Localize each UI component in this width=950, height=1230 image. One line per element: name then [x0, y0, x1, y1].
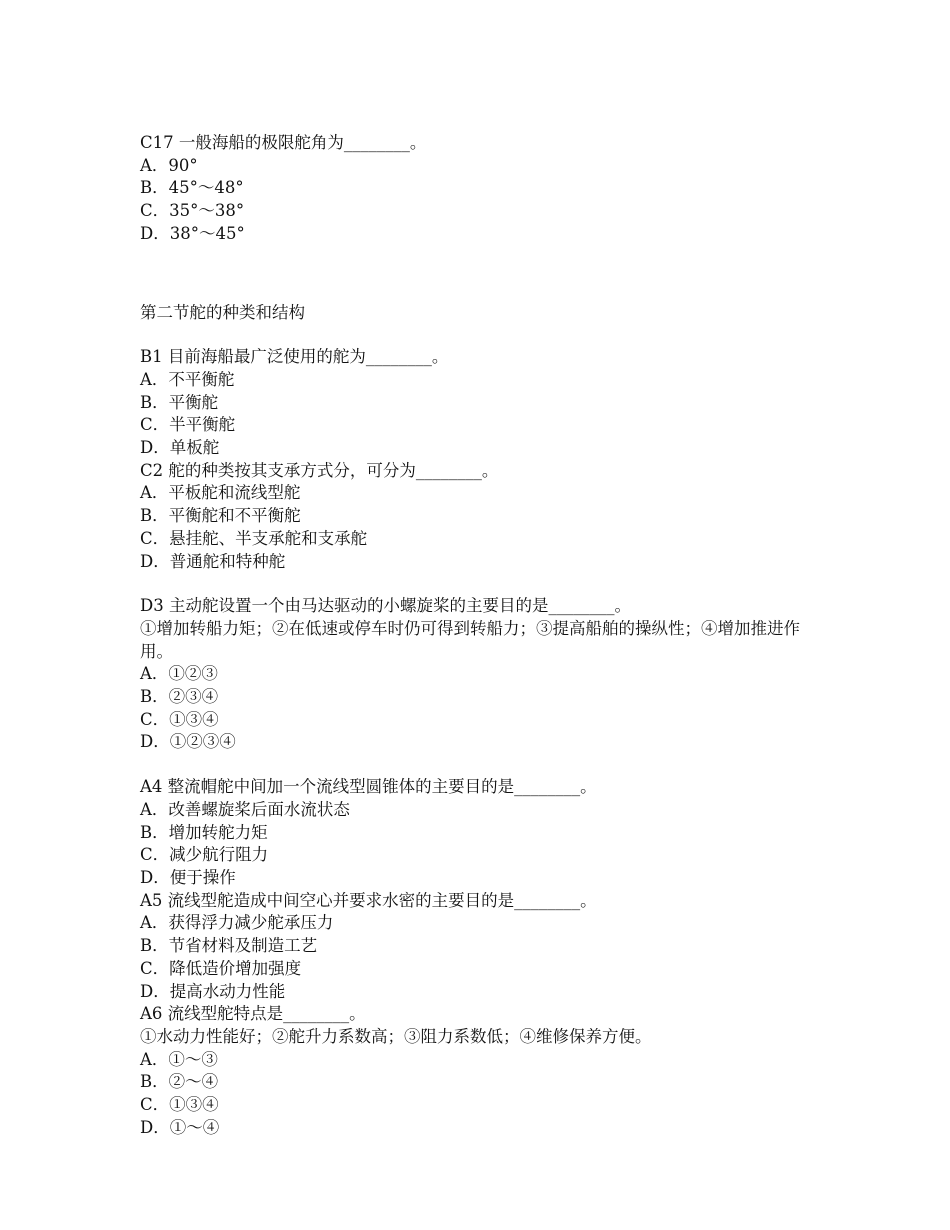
option-c: C．①③④: [140, 709, 219, 729]
option-c: C．半平衡舵: [140, 415, 236, 435]
question-stem: A4 整流帽舵中间加一个流线型圆锥体的主要目的是________。: [140, 777, 597, 797]
question-note: ①增加转船力矩；②在低速或停车时仍可得到转船力；③提高船舶的操纵性；④增加推进作用。: [140, 618, 800, 661]
option-b: B．②～④: [140, 1072, 219, 1092]
option-b: B．平衡舵和不平衡舵: [140, 506, 301, 526]
section-title: 第二节舵的种类和结构: [140, 302, 305, 322]
option-a: A．①～③: [140, 1049, 218, 1069]
option-a: A．平板舵和流线型舵: [140, 483, 301, 503]
question-block: [140, 460, 805, 574]
question-block: [140, 132, 805, 246]
option-d: D．单板舵: [140, 438, 220, 458]
spacer: [140, 573, 805, 595]
option-b: B．②③④: [140, 687, 219, 707]
spacer: [140, 754, 805, 776]
option-d: D．①～④: [140, 1117, 220, 1137]
question-block: [140, 890, 805, 1004]
option-d: D．提高水动力性能: [140, 981, 286, 1001]
option-c: C．悬挂舵、半支承舵和支承舵: [140, 528, 368, 548]
question-block: [140, 1003, 805, 1139]
question-block: [140, 776, 805, 890]
option-d: D．38°～45°: [140, 223, 245, 243]
question-stem: D3 主动舵设置一个由马达驱动的小螺旋桨的主要目的是________。: [140, 596, 631, 616]
spacer: [140, 324, 805, 346]
question-stem: C2 舵的种类按其支承方式分，可分为________。: [140, 460, 499, 480]
option-c: C．降低造价增加强度: [140, 958, 302, 978]
document-content: [140, 132, 805, 1139]
option-c: C．35°～38°: [140, 201, 245, 221]
question-block: [140, 346, 805, 460]
question-stem: B1 目前海船最广泛使用的舵为________。: [140, 347, 449, 367]
option-a: A．①②③: [140, 664, 218, 684]
option-a: A．获得浮力减少舵承压力: [140, 913, 334, 933]
option-a: A．改善螺旋桨后面水流状态: [140, 799, 350, 819]
question-stem: C17 一般海船的极限舵角为________。: [140, 133, 427, 152]
option-b: B．节省材料及制造工艺: [140, 936, 318, 956]
question-stem: A5 流线型舵造成中间空心并要求水密的主要目的是________。: [140, 890, 597, 910]
spacer: [140, 280, 805, 302]
option-b: B．45°～48°: [140, 178, 244, 198]
option-c: C．减少航行阻力: [140, 845, 269, 865]
option-c: C．①③④: [140, 1095, 219, 1115]
spacer: [140, 246, 805, 280]
option-a: A．90°: [140, 155, 198, 175]
option-d: D．便于操作: [140, 867, 236, 887]
question-block: [140, 595, 805, 754]
question-stem: A6 流线型舵特点是________。: [140, 1004, 366, 1024]
option-b: B．平衡舵: [140, 392, 219, 412]
option-d: D．普通舵和特种舵: [140, 551, 286, 571]
option-d: D．①②③④: [140, 732, 236, 752]
question-note: ①水动力性能好；②舵升力系数高；③阻力系数低；④维修保养方便。: [140, 1026, 652, 1046]
option-b: B．增加转舵力矩: [140, 822, 268, 842]
option-a: A．不平衡舵: [140, 369, 235, 389]
